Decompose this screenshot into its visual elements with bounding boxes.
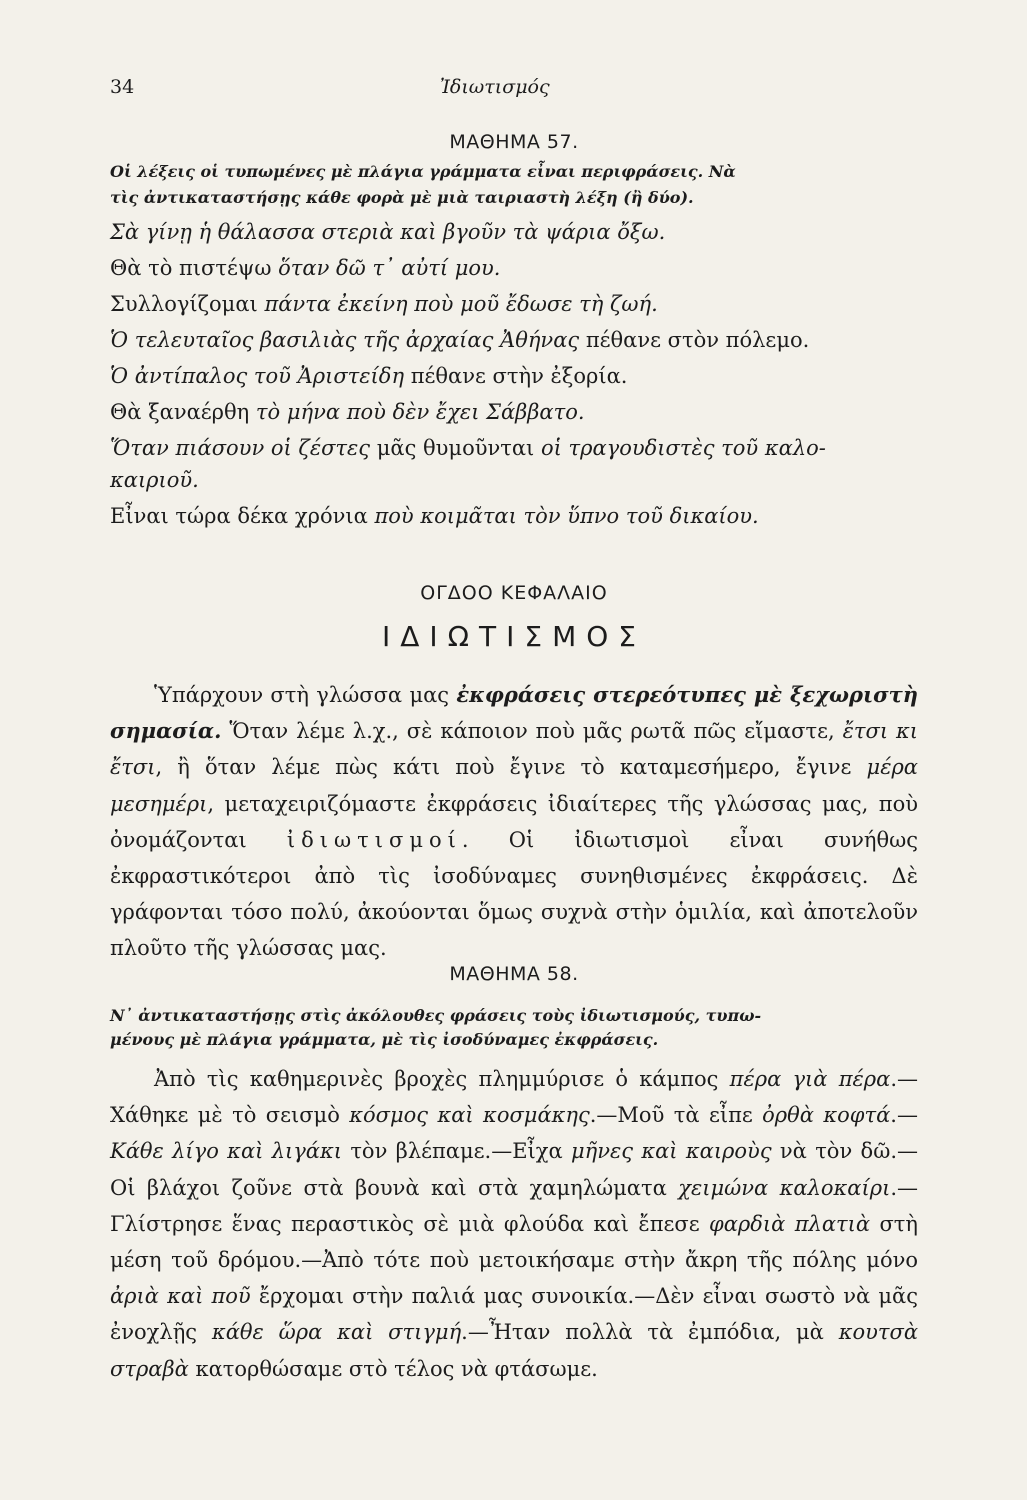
exercise-sentence-5: Ὁ ἀντίπαλος τοῦ Ἀριστείδη πέθανε στὴν ἐξορία. xyxy=(110,364,628,388)
lesson-58-paragraph: Ἀπὸ τὶς καθημερινὲς βροχὲς πλημμύρισε ὁ κάμπος πέρα γιὰ πέρα.—Χάθηκε μὲ τὸ σεισμὸ κόσμος καὶ κοσμάκης.—Μοῦ τὰ εἶπε ὀρθὰ κοφτά.—Κάθε λίγο καὶ λιγάκι τὸν βλέπαμε.—Εἶχα μῆνες καὶ καιροὺς νὰ τὸν δῶ.—Οἱ βλάχοι ζοῦνε στὰ βουνὰ καὶ στὰ χαμηλώματα χειμώνα καλοκαίρι.—Γλίστρησε ἕνας περαστικὸς σὲ μιὰ φλούδα καὶ ἔπεσε φαρδιὰ πλατιὰ στὴ μέση τοῦ δρόμου.—Ἀπὸ τότε ποὺ μετοικήσαμε στὴν ἄκρη τῆς πόλης μόνο ἀριὰ καὶ ποῦ ἔρχομαι στὴν παλιά μας συνοικία.—Δὲν εἶναι σωστὸ νὰ μᾶς ἐνοχλῇς κάθε ὥρα καὶ στιγμή.—Ἦταν πολλὰ τὰ ἐμπόδια, μὰ κουτσὰ στραβὰ κατορθώσαμε στὸ τέλος νὰ φτάσωμε. xyxy=(110,1067,919,1381)
running-title: Ἰδιωτισμός xyxy=(440,76,550,98)
exercise-sentence-6: Θὰ ξαναέρθη τὸ μήνα ποὺ δὲν ἔχει Σάββατο. xyxy=(110,400,585,424)
exercise-sentence-1: Σὰ γίνῃ ἡ θάλασσα στεριὰ καὶ βγοῦν τὰ ψάρια ὄξω. xyxy=(110,220,666,244)
exercise-sentence-8: Εἶναι τώρα δέκα χρόνια ποὺ κοιμᾶται τὸν ὕπνο τοῦ δικαίου. xyxy=(110,504,759,528)
lesson-57-title: ΜΑΘΗΜΑ 57. xyxy=(449,131,579,153)
page-number: 34 xyxy=(110,76,135,98)
intro-paragraph: Ὑπάρχουν στὴ γλώσσα μας ἐκφράσεις στερεότυπες μὲ ξεχωριστὴ σημασία. Ὅταν λέμε λ.χ., σὲ κάποιον ποὺ μᾶς ρωτᾶ πῶς εἴμαστε, ἔτσι κι ἔτσι, ἢ ὅταν λέμε πὼς κάτι ποὺ ἔγινε τὸ καταμεσήμερο, ἔγινε μέρα μεσημέρι, μεταχειριζόμαστε ἐκφράσεις ἰδιαίτερες τῆς γλώσσας μας, ποὺ ὀνομάζονται ἰδιωτισμοί. Οἱ ἰδιωτισμοὶ εἶναι συνήθως ἐκφραστικότεροι ἀπὸ τὶς ἰσοδύναμες συνηθισμένες ἐκφράσεις. Δὲ γράφονται τόσο πολύ, ἀκούονται ὅμως συχνὰ στὴν ὁμιλία, καὶ ἀποτελοῦν πλοῦτο τῆς γλώσσας μας. xyxy=(110,682,918,961)
exercise-sentence-4: Ὁ τελευταῖος βασιλιὰς τῆς ἀρχαίας Ἀθήνας πέθανε στὸν πόλεμο. xyxy=(110,328,810,352)
text-column xyxy=(110,0,918,1500)
lesson-58-title: ΜΑΘΗΜΑ 58. xyxy=(449,963,579,985)
exercise-sentence-7-continued: καιριοῦ. xyxy=(110,468,199,492)
lesson-57-instruction-line-2: τὶς ἀντικαταστήσῃς κάθε φορὰ μὲ μιὰ ταιριαστὴ λέξη (ἢ δύο). xyxy=(110,188,694,207)
exercise-sentence-2: Θὰ τὸ πιστέψω ὅταν δῶ τ᾿ αὐτί μου. xyxy=(110,256,501,280)
exercise-sentence-7: Ὅταν πιάσουν οἱ ζέστες μᾶς θυμοῦνται οἱ τραγουδιστὲς τοῦ καλο- xyxy=(110,436,826,460)
chapter-subtitle: ΙΔΙΩΤΙΣΜΟΣ xyxy=(381,620,646,653)
chapter-title: ΟΓΔΟΟ ΚΕΦΑΛΑΙΟ xyxy=(420,582,608,604)
lesson-58-instruction-line-1: Ν᾿ ἀντικαταστήσῃς στὶς ἀκόλουθες φράσεις τοὺς ἰδιωτισμούς, τυπω- xyxy=(110,1006,762,1025)
lesson-57-instruction-line-1: Οἱ λέξεις οἱ τυπωμένες μὲ πλάγια γράμματα εἶναι περιφράσεις. Νὰ xyxy=(110,162,736,181)
exercise-sentence-3: Συλλογίζομαι πάντα ἐκείνη ποὺ μοῦ ἔδωσε τὴ ζωή. xyxy=(110,292,658,316)
lesson-58-instruction-line-2: μένους μὲ πλάγια γράμματα, μὲ τὶς ἰσοδύναμες ἐκφράσεις. xyxy=(110,1030,659,1049)
